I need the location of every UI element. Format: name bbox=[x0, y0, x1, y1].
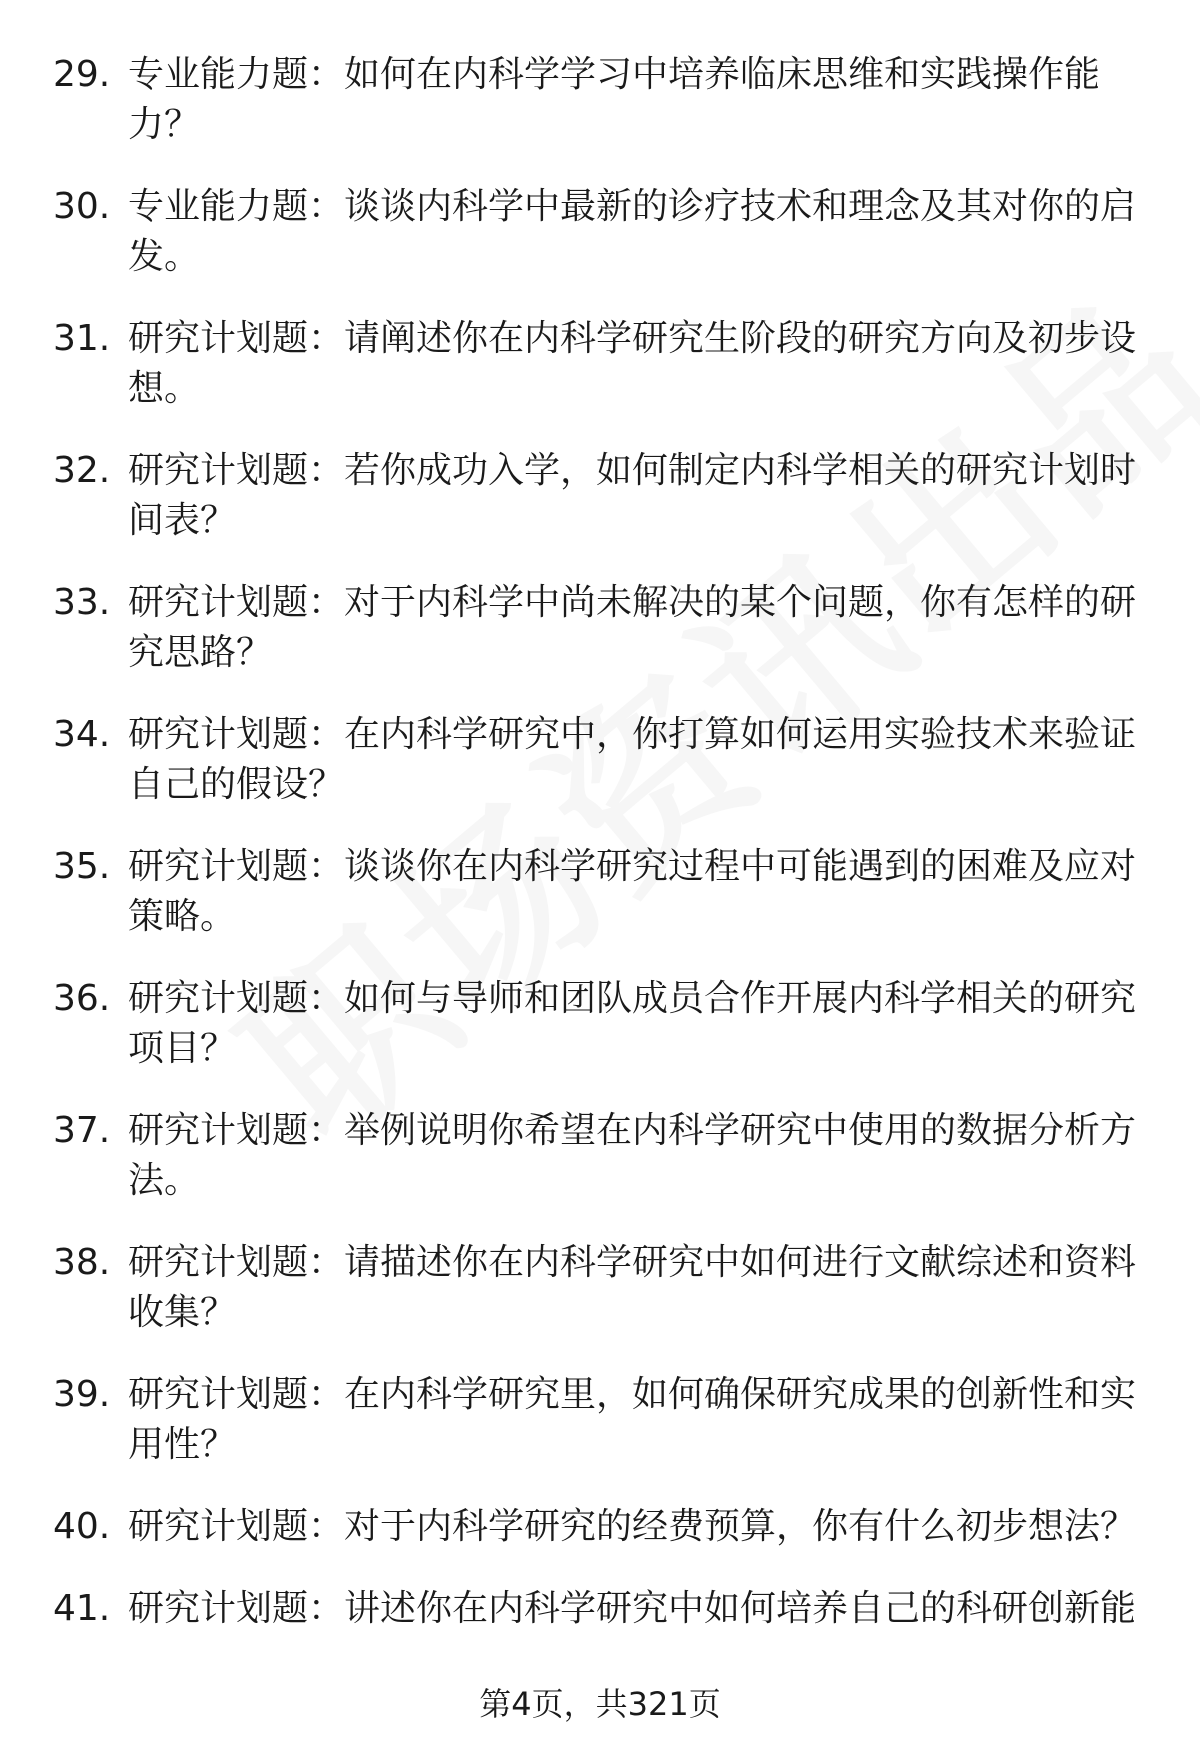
item-text: 研究计划题：对于内科学中尚未解决的某个问题，你有怎样的研究思路？ bbox=[128, 582, 1137, 673]
list-item bbox=[0, 710, 1200, 842]
list-item bbox=[0, 1502, 1200, 1584]
item-text: 专业能力题：如何在内科学学习中培养临床思维和实践操作能力？ bbox=[128, 54, 1101, 145]
item-text: 研究计划题：在内科学研究里，如何确保研究成果的创新性和实用性？ bbox=[128, 1374, 1137, 1465]
list-item bbox=[0, 578, 1200, 710]
page-number-label: 第4页，共321页 bbox=[479, 1685, 721, 1723]
list-item bbox=[0, 50, 1200, 182]
item-number: 35. bbox=[53, 846, 111, 887]
item-number: 30. bbox=[53, 186, 111, 227]
list-item bbox=[0, 1584, 1200, 1666]
item-number: 37. bbox=[53, 1110, 111, 1151]
item-text: 专业能力题：谈谈内科学中最新的诊疗技术和理念及其对你的启发。 bbox=[128, 186, 1137, 277]
item-number: 38. bbox=[53, 1242, 111, 1283]
item-number: 40. bbox=[53, 1506, 111, 1547]
item-number: 41. bbox=[53, 1588, 111, 1629]
item-text: 研究计划题：谈谈你在内科学研究过程中可能遇到的困难及应对策略。 bbox=[128, 846, 1137, 937]
item-text: 研究计划题：举例说明你希望在内科学研究中使用的数据分析方法。 bbox=[128, 1110, 1137, 1201]
item-text: 研究计划题：讲述你在内科学研究中如何培养自己的科研创新能 bbox=[128, 1588, 1137, 1629]
item-text: 研究计划题：在内科学研究中，你打算如何运用实验技术来验证自己的假设？ bbox=[128, 714, 1137, 805]
list-item bbox=[0, 1370, 1200, 1502]
list-item bbox=[0, 1106, 1200, 1238]
list-item bbox=[0, 974, 1200, 1106]
item-text: 研究计划题：如何与导师和团队成员合作开展内科学相关的研究项目？ bbox=[128, 978, 1137, 1069]
list-item bbox=[0, 1238, 1200, 1370]
item-number: 39. bbox=[53, 1374, 111, 1415]
item-number: 34. bbox=[53, 714, 111, 755]
item-text: 研究计划题：请阐述你在内科学研究生阶段的研究方向及初步设想。 bbox=[128, 318, 1137, 409]
item-number: 36. bbox=[53, 978, 111, 1019]
item-text: 研究计划题：对于内科学研究的经费预算，你有什么初步想法？ bbox=[128, 1506, 1137, 1547]
item-number: 31. bbox=[53, 318, 111, 359]
list-item bbox=[0, 314, 1200, 446]
question-list bbox=[0, 50, 1200, 1666]
item-text: 研究计划题：请描述你在内科学研究中如何进行文献综述和资料收集？ bbox=[128, 1242, 1137, 1333]
list-item bbox=[0, 182, 1200, 314]
item-text: 研究计划题：若你成功入学，如何制定内科学相关的研究计划时间表？ bbox=[128, 450, 1137, 541]
item-number: 29. bbox=[53, 54, 111, 95]
page-footer bbox=[0, 1684, 1200, 1724]
list-item bbox=[0, 446, 1200, 578]
item-number: 32. bbox=[53, 450, 111, 491]
item-number: 33. bbox=[53, 582, 111, 623]
list-item bbox=[0, 842, 1200, 974]
